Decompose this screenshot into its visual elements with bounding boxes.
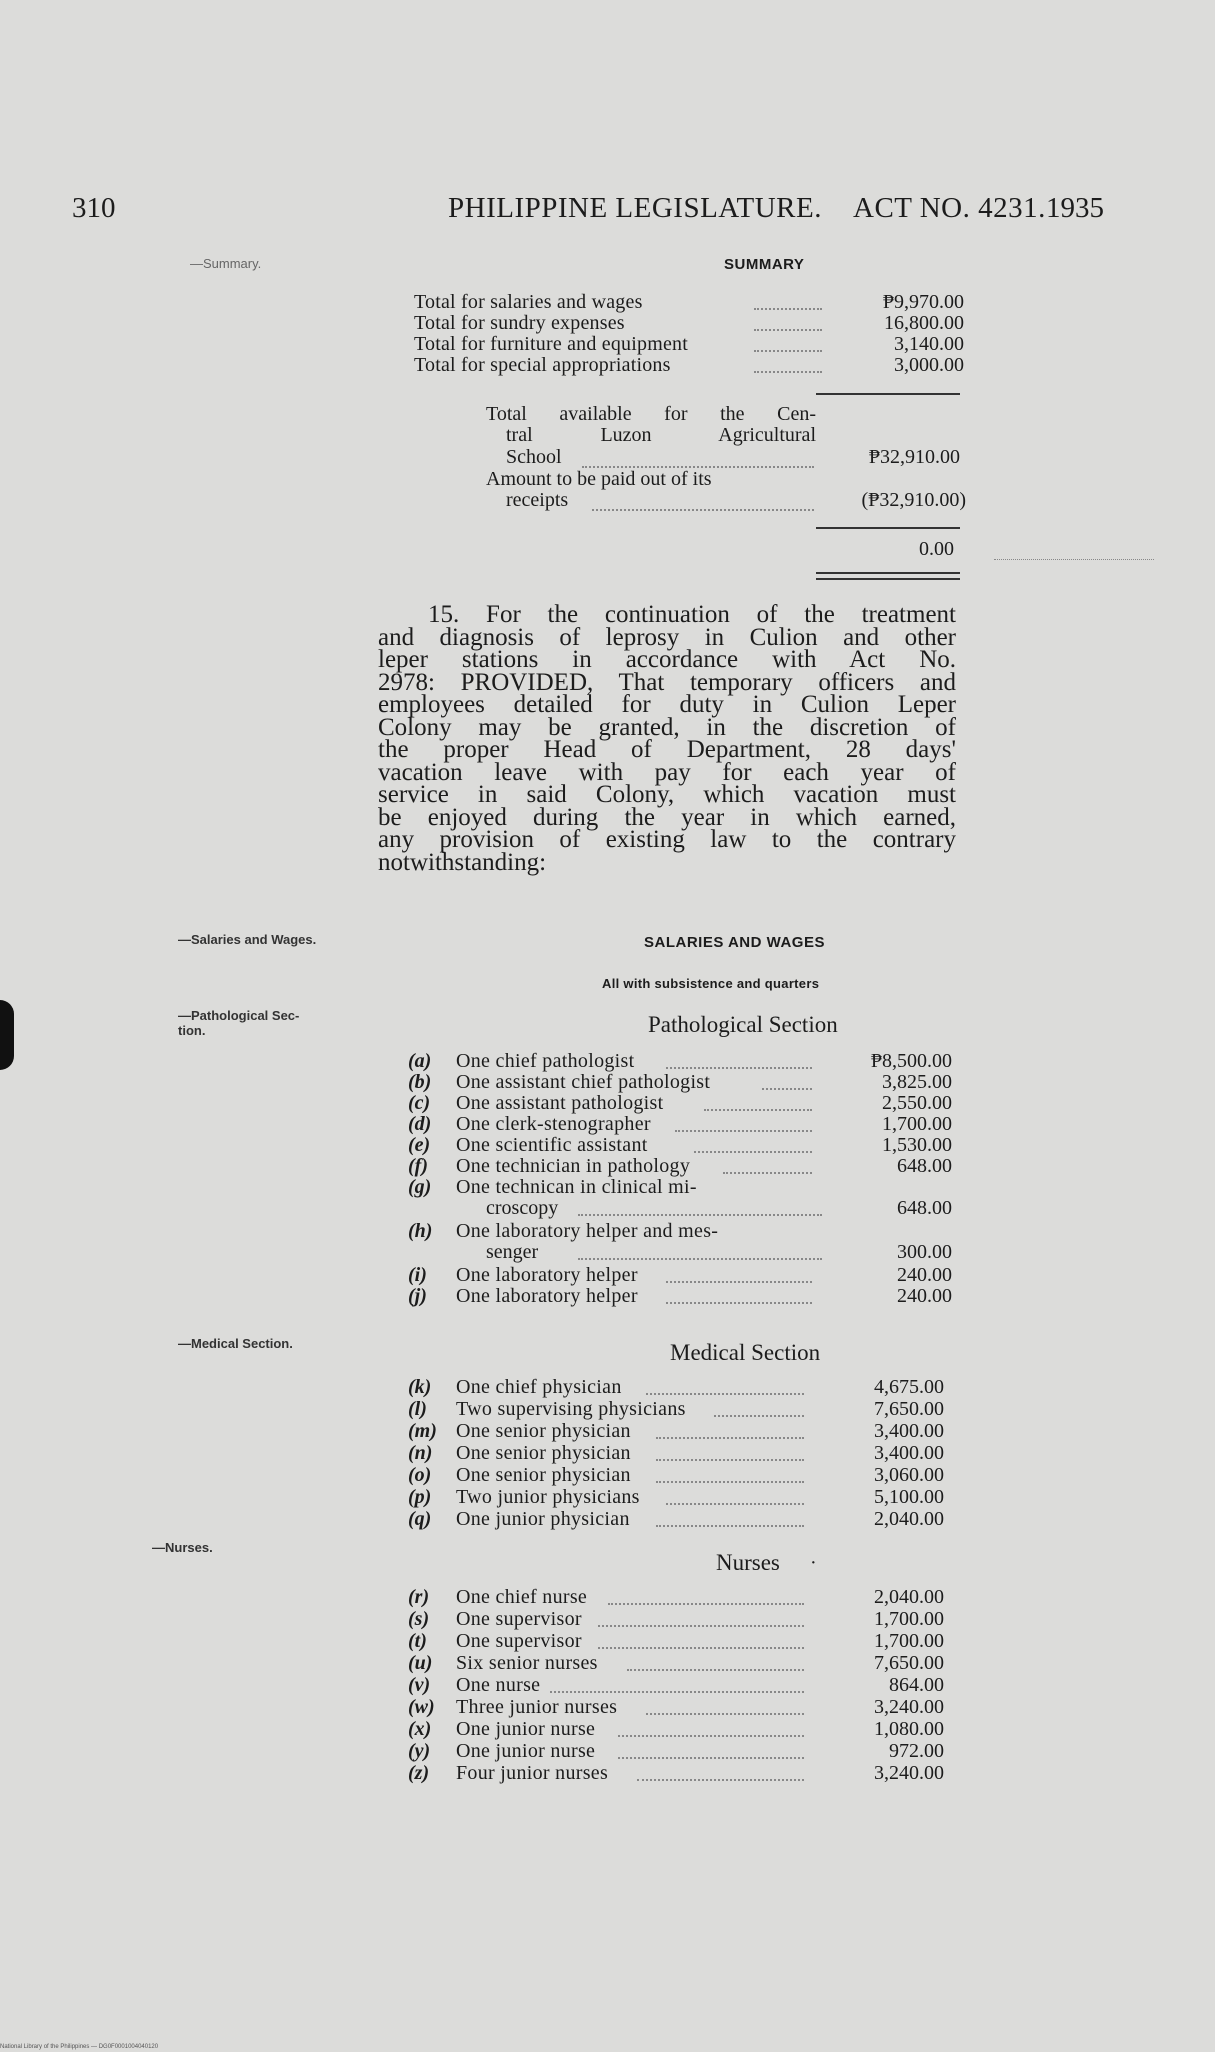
line-item: [408, 1155, 952, 1176]
page-number: 310: [72, 192, 116, 224]
summary-row: [414, 354, 966, 376]
line-item-amount: 3,240.00: [874, 1696, 944, 1718]
leader-dots: [637, 1779, 804, 1781]
leader-dots: [618, 1757, 804, 1759]
line-item-amount: 3,240.00: [874, 1762, 944, 1784]
line-item-key: (l): [408, 1398, 427, 1420]
leader-dots: [656, 1459, 804, 1461]
scan-edge-mark: [0, 1000, 14, 1070]
leader-dots: [762, 1088, 812, 1090]
leader-dots: [656, 1481, 804, 1483]
leader-dots: [666, 1281, 812, 1283]
line-item-key: (h): [408, 1220, 433, 1242]
line-item-label: One junior nurse: [456, 1718, 596, 1740]
double-rule-bottom: [816, 578, 960, 580]
line-item-amount: 240.00: [897, 1264, 952, 1286]
line-item-label: One clerk-stenographer: [456, 1113, 651, 1135]
leader-dots: [646, 1713, 804, 1715]
line-item-label-cont: senger: [486, 1241, 539, 1263]
line-item-amount: 1,700.00: [874, 1608, 944, 1630]
subsistence-note: All with subsistence and quarters: [602, 976, 820, 991]
line-item-label: One supervisor: [456, 1608, 582, 1630]
line-item-amount: 4,675.00: [874, 1376, 944, 1398]
line-item-amount: 3,400.00: [874, 1442, 944, 1464]
paragraph-line: notwithstanding:: [378, 848, 547, 876]
line-item: [408, 1740, 944, 1762]
line-item-label: One chief physician: [456, 1376, 622, 1398]
line-item: [408, 1176, 952, 1220]
leader-dots: [754, 350, 822, 352]
summary-subtotal-rule: [816, 393, 960, 395]
paragraph-line: employees detailed for duty in Culion Leper: [378, 691, 956, 718]
line-item: [408, 1420, 944, 1442]
margin-note-salaries: —Salaries and Wages.: [178, 932, 317, 947]
line-item-label: One senior physician: [456, 1420, 631, 1442]
line-item: [408, 1442, 944, 1464]
margin-dotted-line: [994, 559, 1154, 560]
summary-row-label: Total for salaries and wages: [414, 291, 643, 313]
line-item-amount: 2,040.00: [874, 1508, 944, 1530]
summary-row-amount: 3,140.00: [894, 333, 964, 355]
leader-dots: [618, 1735, 804, 1737]
line-item: [408, 1398, 944, 1420]
receipts-amount: (₱32,910.00): [861, 489, 966, 511]
line-item-label: One junior physician: [456, 1508, 630, 1530]
leader-dots: [666, 1302, 812, 1304]
line-item-key: (n): [408, 1442, 433, 1464]
line-item-amount: 1,530.00: [882, 1134, 952, 1156]
stray-mark: ·: [810, 1552, 817, 1574]
provision-paragraph: [378, 601, 956, 876]
line-item-key: (b): [408, 1071, 432, 1093]
total-available-line3: School: [506, 446, 562, 468]
line-item: [408, 1092, 952, 1113]
paragraph-line: the proper Head of Department, 28 days': [378, 736, 956, 763]
line-item: [408, 1220, 952, 1264]
leader-dots: [578, 1258, 822, 1260]
line-item: [408, 1508, 944, 1530]
double-rule-top: [816, 572, 960, 574]
leader-dots: [656, 1525, 804, 1527]
leader-dots: [675, 1130, 812, 1132]
line-item-key: (i): [408, 1264, 427, 1286]
summary-row: [414, 333, 966, 355]
line-item-label: Two supervising physicians: [456, 1398, 686, 1420]
line-item-amount: 3,060.00: [874, 1464, 944, 1486]
line-item-amount: ₱8,500.00: [870, 1050, 952, 1072]
summary-row-amount: 16,800.00: [884, 312, 964, 334]
leader-dots: [754, 308, 822, 310]
paragraph-line: Colony may be granted, in the discretion of: [378, 713, 956, 741]
leader-dots: [578, 1214, 822, 1216]
line-item-label: One junior nurse: [456, 1740, 596, 1762]
line-item-label-cont: croscopy: [486, 1197, 559, 1219]
page-title: [448, 192, 1046, 225]
receipts-line1: Amount to be paid out of its: [486, 468, 712, 490]
line-item-label: One nurse: [456, 1674, 541, 1696]
line-item-key: (f): [408, 1155, 428, 1177]
line-item-key: (j): [408, 1285, 427, 1307]
title-act: ACT NO. 4231.: [853, 192, 1046, 224]
line-item: [408, 1071, 952, 1092]
line-item-label: One senior physician: [456, 1464, 631, 1486]
line-item-amount: 972.00: [889, 1740, 944, 1762]
pathological-heading: Pathological Section: [648, 1012, 838, 1037]
line-item: [408, 1376, 944, 1398]
line-item-label: Two junior physicians: [456, 1486, 640, 1508]
line-item-label: One laboratory helper: [456, 1264, 638, 1286]
summary-total-rule: [816, 527, 960, 529]
line-item-key: (r): [408, 1586, 430, 1608]
leader-dots: [754, 329, 822, 331]
line-item-amount: 2,040.00: [874, 1586, 944, 1608]
paragraph-line: 15. For the continuation of the treatment: [428, 601, 956, 628]
line-item-label: One chief nurse: [456, 1586, 588, 1608]
line-item: [408, 1630, 944, 1652]
line-item-label: Four junior nurses: [456, 1762, 609, 1784]
leader-dots: [656, 1437, 804, 1439]
line-item: [408, 1652, 944, 1674]
line-item-key: (x): [408, 1718, 432, 1740]
line-item: [408, 1762, 944, 1784]
summary-row-label: Total for sundry expenses: [414, 312, 625, 334]
paragraph-line: be enjoyed during the year in which earned,: [378, 803, 956, 831]
line-item: [408, 1464, 944, 1486]
summary-receipts: [486, 468, 966, 518]
line-item-key: (v): [408, 1674, 431, 1696]
line-item: [408, 1718, 944, 1740]
line-item-amount: 5,100.00: [874, 1486, 944, 1508]
line-item-label: One senior physician: [456, 1442, 631, 1464]
line-item-key: (a): [408, 1050, 432, 1072]
total-available-line1: Total available for the Cen-: [486, 403, 816, 425]
line-item-label: One assistant chief pathologist: [456, 1071, 711, 1093]
summary-balance: 0.00: [919, 538, 954, 560]
line-item: [408, 1134, 952, 1155]
paragraph-line: 2978: PROVIDED, That temporary officers and: [378, 668, 956, 696]
summary-row-label: Total for furniture and equipment: [414, 333, 689, 355]
line-item-amount: 7,650.00: [874, 1398, 944, 1420]
paragraph-line: vacation leave with pay for each year of: [378, 758, 956, 786]
line-item: [408, 1696, 944, 1718]
line-item-key: (q): [408, 1508, 432, 1530]
line-item: [408, 1486, 944, 1508]
line-item-label: One technician in pathology: [456, 1155, 691, 1177]
margin-note-summary: —Summary.: [190, 256, 262, 271]
line-item-amount: 864.00: [889, 1674, 944, 1696]
summary-row-label: Total for special appropriations: [414, 354, 671, 376]
line-item: [408, 1674, 944, 1696]
leader-dots: [598, 1647, 804, 1649]
paragraph-line: leper stations in accordance with Act No.: [378, 646, 956, 673]
margin-note-pathological: [178, 1008, 299, 1038]
paragraph-line: service in said Colony, which vacation must: [378, 781, 956, 808]
line-item-label: Six senior nurses: [456, 1652, 598, 1674]
salaries-heading: SALARIES AND WAGES: [644, 934, 825, 951]
scan-footer: National Library of the Philippines — DG0F0001004040120: [0, 2044, 159, 2050]
leader-dots: [608, 1603, 804, 1605]
paragraph-line: and diagnosis of leprosy in Culion and other: [378, 623, 956, 651]
line-item-key: (w): [408, 1696, 435, 1718]
line-item-key: (m): [408, 1420, 437, 1442]
line-item-key: (d): [408, 1113, 432, 1135]
line-item-label: One laboratory helper and mes-: [456, 1220, 719, 1242]
line-item-amount: 3,400.00: [874, 1420, 944, 1442]
leader-dots: [550, 1691, 804, 1693]
line-item-amount: 1,700.00: [874, 1630, 944, 1652]
leader-dots: [666, 1503, 804, 1505]
receipts-line2: receipts: [506, 489, 569, 511]
line-item-key: (p): [408, 1486, 432, 1508]
leader-dots: [754, 371, 822, 373]
margin-note-pathological-line1: —Pathological Sec-: [178, 1008, 300, 1023]
summary-row-amount: 3,000.00: [894, 354, 964, 376]
line-item-amount: 2,550.00: [882, 1092, 952, 1114]
summary-row-amount: ₱9,970.00: [882, 291, 964, 313]
line-item-key: (o): [408, 1464, 432, 1486]
line-item-key: (z): [408, 1762, 430, 1784]
line-item-key: (u): [408, 1652, 433, 1674]
line-item-label: Three junior nurses: [456, 1696, 618, 1718]
nurses-heading: Nurses: [716, 1550, 780, 1575]
leader-dots: [666, 1067, 812, 1069]
line-item-key: (k): [408, 1376, 432, 1398]
paragraph-line: any provision of existing law to the contrary: [378, 826, 956, 853]
title-legislature: PHILIPPINE LEGISLATURE.: [448, 192, 822, 224]
line-item-key: (c): [408, 1092, 431, 1114]
line-item-key: (s): [408, 1608, 430, 1630]
line-item-label: One chief pathologist: [456, 1050, 635, 1072]
line-item: [408, 1285, 952, 1306]
line-item-amount: 1,700.00: [882, 1113, 952, 1135]
line-item: [408, 1264, 952, 1285]
line-item-label: One scientific assistant: [456, 1134, 648, 1156]
line-item-label: One assistant pathologist: [456, 1092, 664, 1114]
leader-dots: [627, 1669, 804, 1671]
line-item-amount: 648.00: [897, 1197, 952, 1219]
year: 1935: [1046, 192, 1104, 224]
line-item-key: (t): [408, 1630, 427, 1652]
line-item-amount: 300.00: [897, 1241, 952, 1263]
line-item: [408, 1586, 944, 1608]
line-item-amount: 7,650.00: [874, 1652, 944, 1674]
line-item: [408, 1050, 952, 1071]
line-item-amount: 240.00: [897, 1285, 952, 1307]
total-available-line2: tral Luzon Agricultural: [506, 424, 816, 446]
margin-note-nurses: —Nurses.: [152, 1540, 213, 1555]
line-item-label: One supervisor: [456, 1630, 582, 1652]
line-item: [408, 1608, 944, 1630]
line-item-key: (y): [408, 1740, 431, 1762]
summary-row: [414, 291, 966, 313]
leader-dots: [598, 1625, 804, 1627]
leader-dots: [694, 1151, 812, 1153]
medical-heading: Medical Section: [670, 1340, 821, 1365]
line-item-amount: 1,080.00: [874, 1718, 944, 1740]
line-item-key: (g): [408, 1176, 432, 1198]
leader-dots: [723, 1172, 812, 1174]
line-item-label: One technican in clinical mi-: [456, 1176, 697, 1198]
line-item-amount: 3,825.00: [882, 1071, 952, 1093]
leader-dots: [704, 1109, 812, 1111]
summary-heading: SUMMARY: [724, 256, 805, 273]
line-item-label: One laboratory helper: [456, 1285, 638, 1307]
margin-note-pathological-line2: tion.: [178, 1023, 206, 1038]
line-item-key: (e): [408, 1134, 431, 1156]
total-available-amount: ₱32,910.00: [868, 446, 960, 468]
leader-dots: [646, 1393, 804, 1395]
margin-note-medical: —Medical Section.: [178, 1336, 293, 1351]
line-item: [408, 1113, 952, 1134]
line-item-amount: 648.00: [897, 1155, 952, 1177]
summary-row: [414, 312, 966, 334]
leader-dots: [592, 509, 814, 511]
leader-dots: [714, 1415, 804, 1417]
